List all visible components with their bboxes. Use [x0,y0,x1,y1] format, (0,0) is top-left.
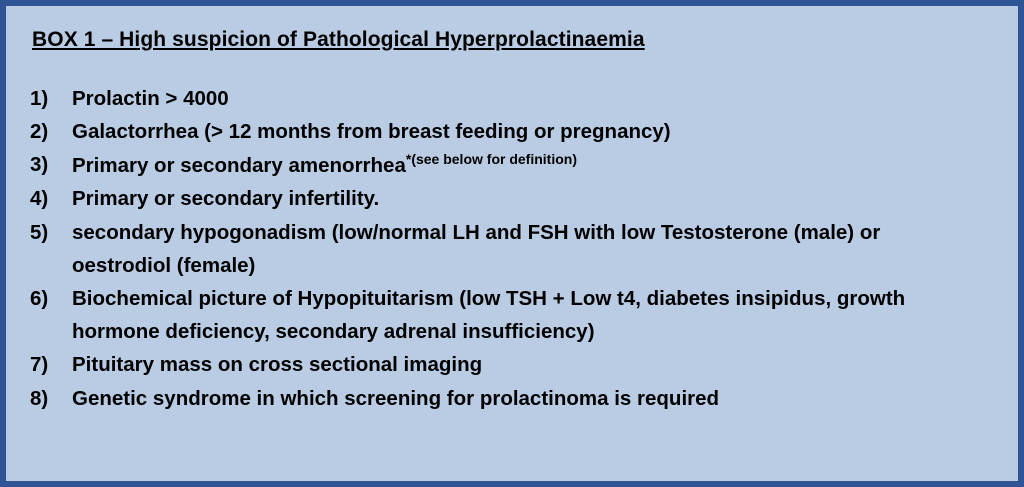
list-item-text: Pituitary mass on cross sectional imaging [72,353,483,377]
definition-note: (see below for definition) [411,151,577,168]
list-item [28,182,996,215]
list-item [28,348,996,381]
list-item-text: Genetic syndrome in which screening for prolactinoma is required [72,386,720,410]
list-item-marker: 3) [30,153,49,177]
list-item-marker: 7) [30,353,49,377]
list-item [28,82,996,115]
list-item [28,115,996,148]
box-title: BOX 1 – High suspicion of Pathological Hyperprolactinaemia [32,28,645,51]
list-item-marker: 4) [30,187,49,211]
list-item [28,148,996,182]
list-item-marker: 5) [30,220,49,244]
list-item-text: Biochemical picture of Hypopituitarism (low TSH + Low t4, diabetes insipidus, growth hormone deficiency, secondary adrenal insufficiency) [72,287,906,344]
list-item [28,382,996,415]
list-item-text: Primary or secondary infertility. [72,187,380,211]
list-item-text: Galactorrhea (> 12 months from breast feeding or pregnancy) [72,120,671,144]
list-item [28,216,996,282]
list-item [28,282,996,348]
asterisk-marker: * [405,151,412,168]
list-item-marker: 2) [30,120,49,144]
list-item-marker: 1) [30,87,49,110]
criteria-list [28,82,996,415]
list-item-text [72,148,996,182]
list-item-marker: 6) [30,287,49,311]
list-item-marker: 8) [30,386,49,410]
list-item-main-text: Primary or secondary amenorrhea [72,154,406,178]
list-item-text: Prolactin > 4000 [72,87,229,110]
list-item-text: secondary hypogonadism (low/normal LH and FSH with low Testosterone (male) or oestrodiol (female) [72,220,881,277]
